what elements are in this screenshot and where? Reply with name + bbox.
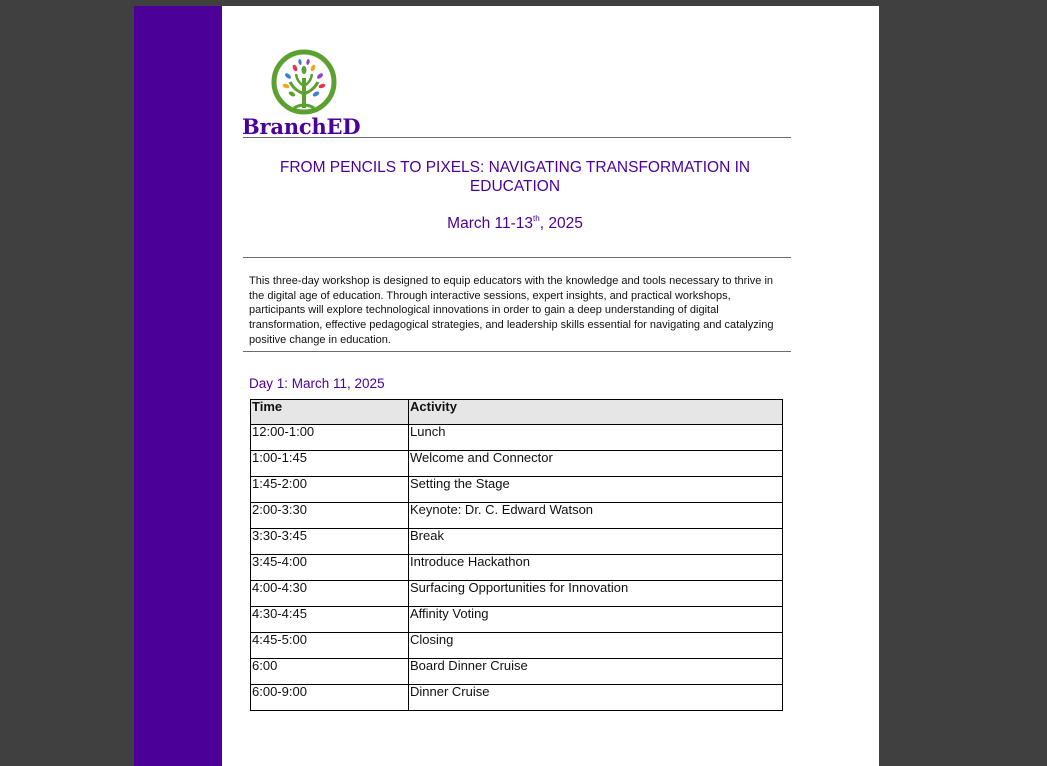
time-cell: 1:45-2:00 — [251, 477, 409, 503]
time-cell: 4:00-4:30 — [251, 581, 409, 607]
time-cell: 6:00-9:00 — [251, 685, 409, 711]
time-cell: 4:45-5:00 — [251, 633, 409, 659]
table-row — [251, 425, 783, 451]
intro-top-divider — [243, 257, 791, 258]
table-row — [251, 633, 783, 659]
activity-cell: Affinity Voting — [409, 607, 783, 633]
table-row — [251, 529, 783, 555]
time-cell: 6:00 — [251, 659, 409, 685]
table-row — [251, 607, 783, 633]
table-row — [251, 477, 783, 503]
brand-wordmark: BranchED — [242, 114, 361, 139]
header-divider — [243, 137, 791, 138]
intro-bottom-divider — [243, 351, 791, 352]
tree-logo-icon — [270, 48, 338, 116]
time-cell: 4:30-4:45 — [251, 607, 409, 633]
day1-heading: Day 1: March 11, 2025 — [249, 376, 385, 391]
activity-cell: Board Dinner Cruise — [409, 659, 783, 685]
event-date-year: , 2025 — [539, 215, 583, 232]
activity-cell: Welcome and Connector — [409, 451, 783, 477]
workshop-description: This three-day workshop is designed to equip educators with the knowledge and tools necessary to thrive in the digital age of education. Through interactive sessions, expert insights, and practical workshops, participants will explore technological innovations in order to gain a deep understanding of digital transformation, effective pedagogical strategies, and leadership skills essential for navigating and catalyzing positive change in education. — [249, 275, 774, 346]
activity-cell: Dinner Cruise — [409, 685, 783, 711]
time-cell: 2:00-3:30 — [251, 503, 409, 529]
column-header-time: Time — [251, 400, 409, 425]
activity-cell: Break — [409, 529, 783, 555]
activity-cell: Surfacing Opportunities for Innovation — [409, 581, 783, 607]
table-row — [251, 555, 783, 581]
branched-logo — [242, 48, 377, 140]
activity-cell: Lunch — [409, 425, 783, 451]
event-title: FROM PENCILS TO PIXELS: NAVIGATING TRANSFORMATION IN EDUCATION — [279, 159, 751, 195]
event-date-ordinal: th — [533, 214, 540, 223]
table-row — [251, 581, 783, 607]
day1-schedule-table — [250, 399, 783, 711]
time-cell: 1:00-1:45 — [251, 451, 409, 477]
table-row — [251, 685, 783, 711]
document-page — [134, 6, 879, 766]
event-date — [254, 215, 776, 233]
column-header-activity: Activity — [409, 400, 783, 425]
table-row — [251, 503, 783, 529]
table-header-row — [251, 400, 783, 425]
event-date-main: March 11-13 — [447, 215, 534, 232]
time-cell: 3:30-3:45 — [251, 529, 409, 555]
table-row — [251, 451, 783, 477]
purple-sidebar-band — [134, 6, 222, 766]
activity-cell: Closing — [409, 633, 783, 659]
time-cell: 3:45-4:00 — [251, 555, 409, 581]
activity-cell: Keynote: Dr. C. Edward Watson — [409, 503, 783, 529]
activity-cell: Setting the Stage — [409, 477, 783, 503]
activity-cell: Introduce Hackathon — [409, 555, 783, 581]
schedule-body — [251, 425, 783, 711]
table-row — [251, 659, 783, 685]
time-cell: 12:00-1:00 — [251, 425, 409, 451]
